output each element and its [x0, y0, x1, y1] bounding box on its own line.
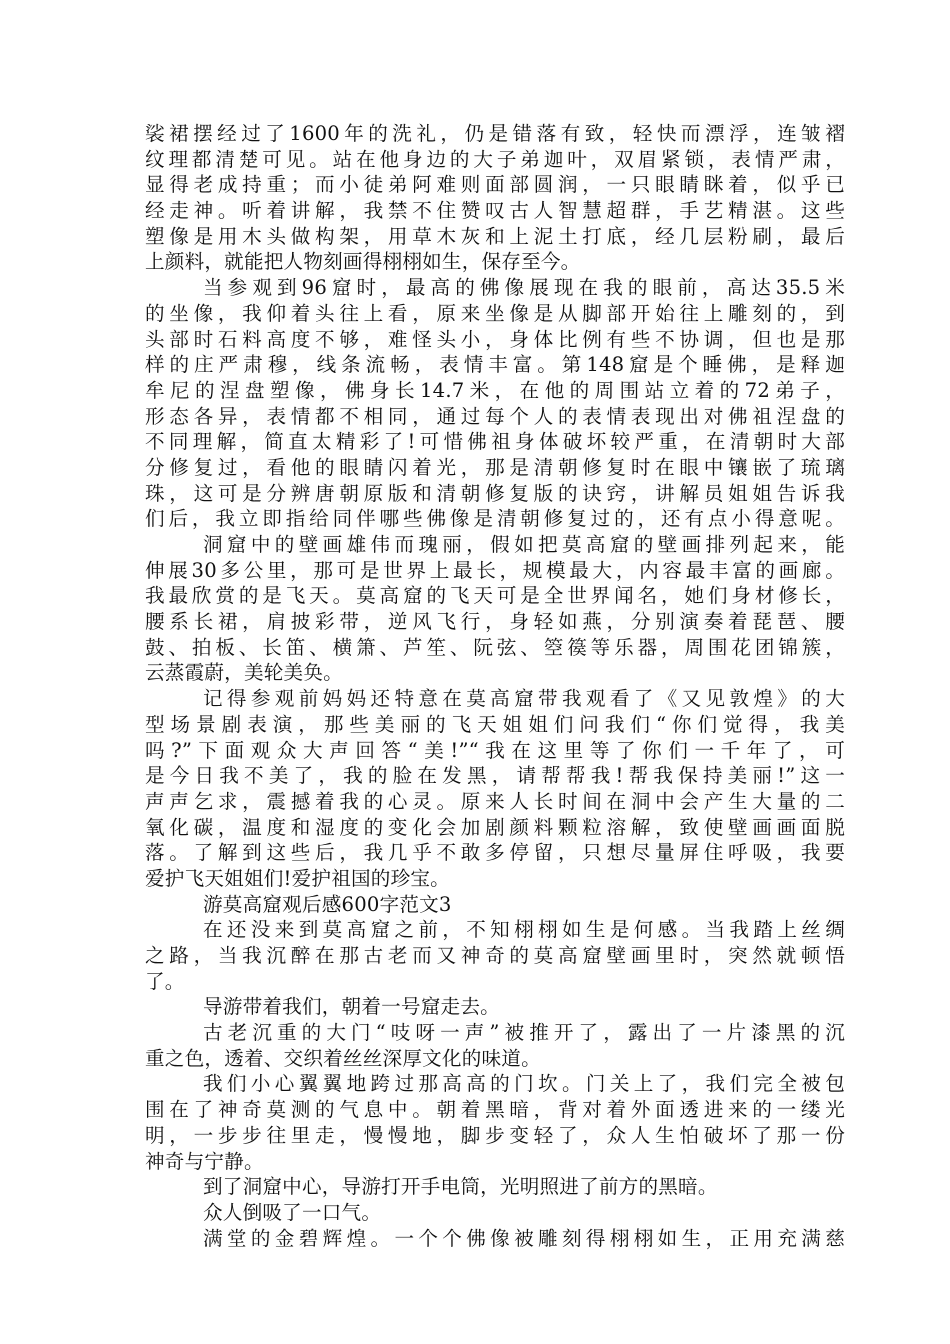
text-line: 明，一步步往里走，慢慢地，脚步变轻了，众人生怕破坏了那一份: [145, 1123, 845, 1147]
text-line: 是今日我不美了，我的脸在发黑，请帮帮我!帮我保持美丽!”这一: [145, 764, 845, 788]
text-line: 神奇与宁静。: [145, 1149, 264, 1173]
text-line: 伸展30多公里，那可是世界上最长，规模最大，内容最丰富的画廊。: [145, 558, 845, 582]
text-line: 爱护飞天姐姐们!爱护祖国的珍宝。: [145, 866, 450, 890]
text-line: 珠，这可是分辨唐朝原版和清朝修复版的诀窍，讲解员姐姐告诉我: [145, 481, 845, 505]
text-line: 声声乞求，震撼着我的心灵。原来人长时间在洞中会产生大量的二: [145, 789, 845, 813]
text-line: 经走神。听着讲解，我禁不住赞叹古人智慧超群，手艺精湛。这些: [145, 199, 845, 223]
text-line: 型场景剧表演，那些美丽的飞天姐姐们问我们“你们觉得，我美: [145, 712, 845, 736]
text-line: 牟尼的涅盘塑像，佛身长14.7米，在他的周围站立着的72弟子，: [145, 378, 845, 402]
text-line: 头部时石料高度不够，难怪头小，身体比例有些不协调，但也是那: [145, 327, 845, 351]
text-line: 围在了神奇莫测的气息中。朝着黑暗，背对着外面透进来的一缕光: [145, 1098, 845, 1122]
text-line: 众人倒吸了一口气。: [203, 1200, 382, 1224]
text-line: 我最欣赏的是飞天。莫高窟的飞天可是全世界闻名，她们身材修长，: [145, 584, 845, 608]
text-line: 了。: [145, 969, 185, 993]
text-line: 之路，当我沉醉在那古老而又神奇的莫高窟壁画里时，突然就顿悟: [145, 944, 845, 967]
text-line: 我们小心翼翼地跨过那高高的门坎。门关上了，我们完全被包: [203, 1072, 845, 1096]
text-line: 落。了解到这些后，我几乎不敢多停留，只想尽量屏住呼吸，我要: [145, 841, 845, 865]
text-line: 吗?”下面观众大声回答“美!”“我在这里等了你们一千年了，可: [145, 738, 845, 762]
text-line: 记得参观前妈妈还特意在莫高窟带我观看了《又见敦煌》的大: [203, 687, 845, 711]
text-line: 样的庄严肃穆，线条流畅，表情丰富。第148窟是个睡佛，是释迦: [145, 353, 845, 377]
text-line: 显得老成持重；而小徒弟阿难则面部圆润，一只眼睛眯着，似乎已: [145, 173, 845, 197]
text-line: 纹理都清楚可见。站在他身边的大子弟迦叶，双眉紧锁，表情严肃，: [145, 147, 845, 171]
text-line: 导游带着我们，朝着一号窟走去。: [203, 995, 500, 1019]
text-line: 氧化碳，温度和湿度的变化会加剧颜料颗粒溶解，致使壁画画面脱: [145, 815, 845, 839]
text-line: 的坐像，我仰着头往上看，原来坐像是从脚部开始往上雕刻的，到: [145, 301, 845, 325]
text-line: 满堂的金碧辉煌。一个个佛像被雕刻得栩栩如生，正用充满慈: [203, 1226, 845, 1250]
article-body: [145, 121, 845, 1251]
text-line: 分修复过，看他的眼睛闪着光，那是清朝修复时在眼中镶嵌了琉璃: [145, 455, 845, 479]
text-line: 鼓、拍板、长笛、横箫、芦笙、阮弦、箜篌等乐器，周围花团锦簇，: [145, 635, 845, 659]
text-line: 形态各异，表情都不相同，通过每个人的表情表现出对佛祖涅盘的: [145, 404, 845, 428]
text-line: 在还没来到莫高窟之前，不知栩栩如生是何感。当我踏上丝绸: [203, 918, 845, 942]
text-line: 们后，我立即指给同伴哪些佛像是清朝修复过的，还有点小得意呢。: [145, 507, 845, 531]
text-line: 到了洞窟中心，导游打开手电筒，光明照进了前方的黑暗。: [203, 1175, 718, 1199]
text-line: 洞窟中的壁画雄伟而瑰丽，假如把莫高窟的壁画排列起来，能: [203, 533, 845, 556]
section-heading: 游莫高窟观后感600字范文3: [203, 892, 452, 916]
text-line: 重之色，透着、交织着丝丝深厚文化的味道。: [145, 1046, 541, 1070]
text-line: 裟裙摆经过了1600年的洗礼，仍是错落有致，轻快而漂浮，连皱褶: [145, 122, 845, 145]
text-line: 不同理解，简直太精彩了!可惜佛祖身体破坏较严重，在清朝时大部: [145, 430, 845, 454]
text-line: 云蒸霞蔚，美轮美奂。: [145, 661, 343, 685]
text-line: 古老沉重的大门“吱呀一声”被推开了，露出了一片漆黑的沉: [203, 1021, 845, 1045]
text-line: 腰系长裙，肩披彩带，逆风飞行，身轻如燕，分别演奏着琵琶、腰: [145, 610, 845, 634]
text-line: 当参观到96窟时，最高的佛像展现在我的眼前，高达35.5米: [203, 276, 845, 300]
text-line: 上颜料，就能把人物刻画得栩栩如生，保存至今。: [145, 250, 581, 274]
text-line: 塑像是用木头做构架，用草木灰和上泥土打底，经几层粉刷，最后: [145, 224, 845, 248]
